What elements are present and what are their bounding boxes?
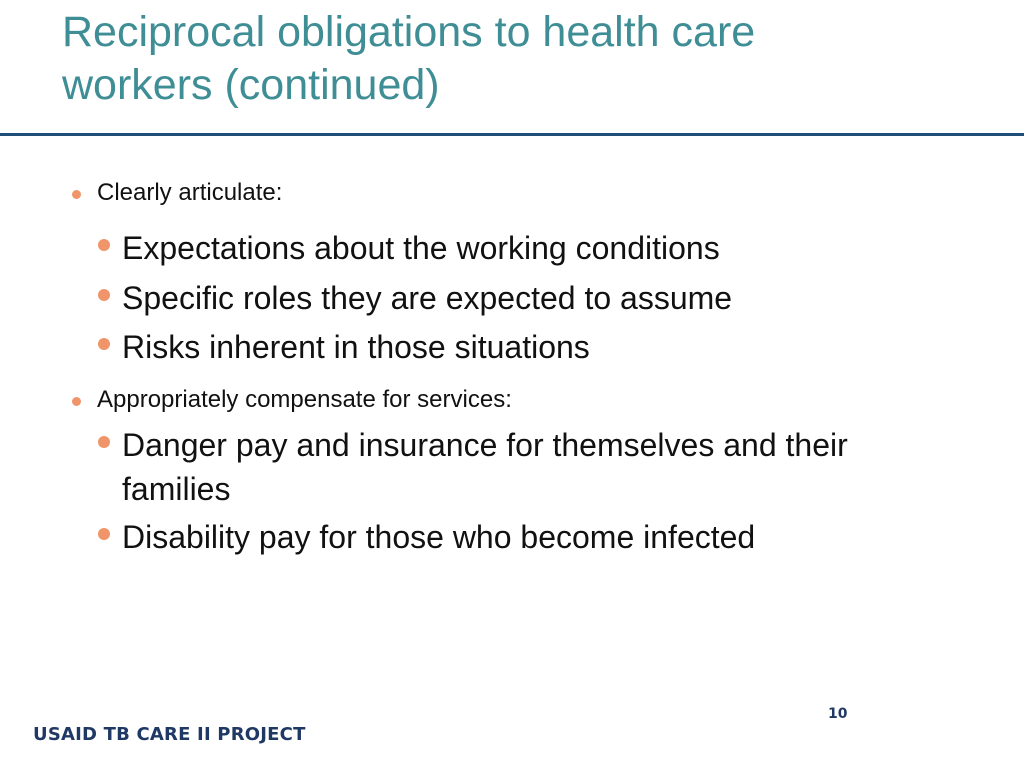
sub-bullet-text: Specific roles they are expected to assume [122, 280, 733, 316]
bullet-item [72, 179, 282, 207]
sub-bullet-dot-icon [98, 436, 110, 448]
sub-bullet-dot-icon [98, 239, 110, 251]
slide-title-line-2: workers (continued) [62, 61, 440, 109]
footer-project-name: USAID TB CARE II PROJECT [33, 724, 306, 745]
sub-bullet-dot-icon [98, 338, 110, 350]
sub-bullet-item [98, 276, 878, 320]
sub-bullet-dot-icon [98, 289, 110, 301]
sub-bullet-item [98, 226, 878, 270]
sub-bullet-text: Risks inherent in those situations [122, 329, 590, 365]
sub-bullet-item [98, 515, 878, 559]
sub-bullet-text: Disability pay for those who become infected [122, 519, 756, 555]
page-number: 10 [828, 706, 848, 722]
sub-bullet-item [98, 423, 878, 511]
sub-bullet-text: Danger pay and insurance for themselves and their families [122, 427, 848, 507]
sub-bullet-item [98, 325, 878, 369]
bullet-dot-icon [72, 397, 81, 406]
bullet-text: Appropriately compensate for services: [97, 386, 512, 413]
slide-title-line-1: Reciprocal obligations to health care [62, 8, 756, 56]
bullet-item [72, 386, 512, 414]
sub-bullet-dot-icon [98, 528, 110, 540]
bullet-dot-icon [72, 190, 81, 199]
title-divider [0, 133, 1024, 136]
slide-title [62, 6, 962, 112]
bullet-text: Clearly articulate: [97, 179, 283, 206]
sub-bullet-text: Expectations about the working conditions [122, 230, 720, 266]
